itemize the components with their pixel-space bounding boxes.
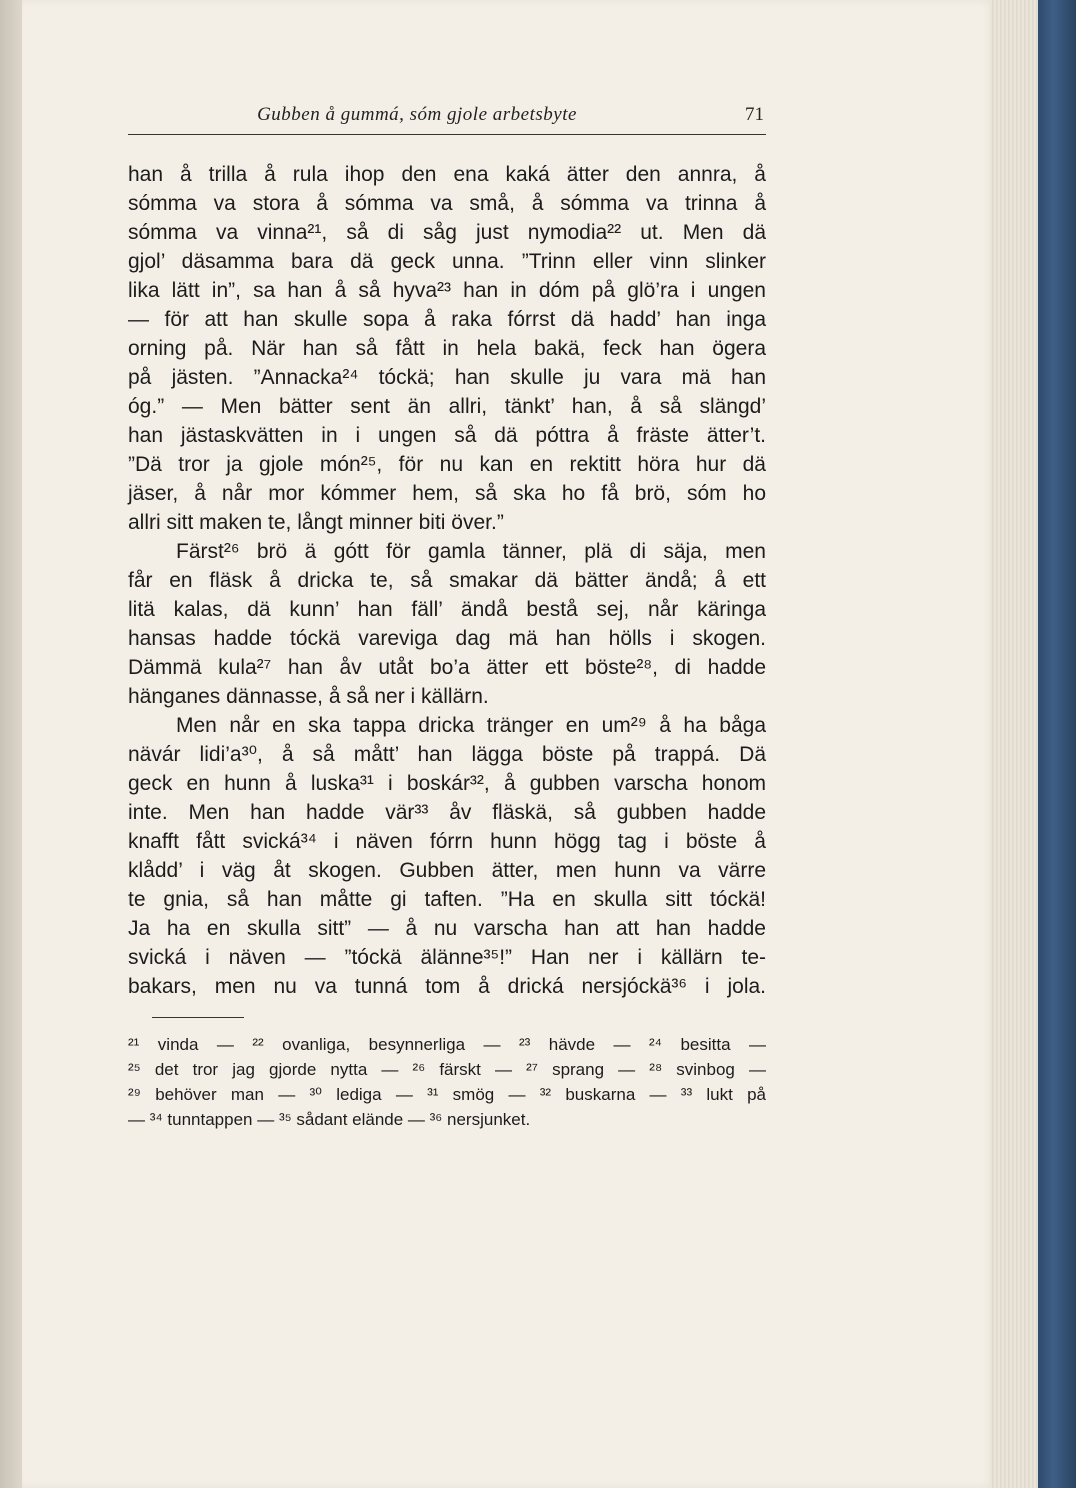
page-block-edges bbox=[990, 0, 1040, 1488]
text-line: lika lätt in”, sa han å så hyva²³ han in dóm på glö’ra i ungen bbox=[128, 279, 766, 302]
text-line: svická i näven — ”tóckä älänne³⁵!” Han ner i källärn te- bbox=[128, 946, 766, 969]
text-line: Ja ha en skulla sitt” — å nu varscha han att han hadde bbox=[128, 917, 766, 940]
text-line: óg.” — Men bätter sent än allri, tänkt’ han, å så slängd’ bbox=[128, 395, 766, 418]
text-line: jäser, å når mor kómmer hem, så ska ho få brö, sóm ho bbox=[128, 482, 766, 505]
text-line: orning på. När han så fått in hela bakä, feck han ögera bbox=[128, 337, 766, 360]
text-line: geck en hunn å luska³¹ i boskár³², å gubben varscha honom bbox=[128, 772, 766, 795]
footnote-line: ²⁹ behöver man — ³⁰ lediga — ³¹ smög — ³² buskarna — ³³ lukt på bbox=[128, 1085, 766, 1104]
book-cover-edge bbox=[1038, 0, 1076, 1488]
text-line: allri sitt maken te, långt minner biti över.” bbox=[128, 511, 504, 534]
text-line: hansas hadde tóckä vareviga dag mä han hölls i skogen. bbox=[128, 627, 766, 650]
text-line: te gnia, så han måtte gi taften. ”Ha en skulla sitt tóckä! bbox=[128, 888, 766, 911]
text-line: bakars, men nu va tunná tom å drická nersjóckä³⁶ i jola. bbox=[128, 975, 766, 998]
text-line: han jästaskvätten in i ungen så dä póttra å fräste ätter’t. bbox=[128, 424, 766, 447]
text-line: Dämmä kula²⁷ han åv utåt bo’a ätter ett böste²⁸, di hadde bbox=[128, 656, 766, 679]
page-header bbox=[128, 104, 766, 135]
text-line: hänganes dännasse, å så ner i källärn. bbox=[128, 685, 489, 708]
text-line: inte. Men han hadde vär³³ åv fläskä, så gubben hadde bbox=[128, 801, 766, 824]
footnote-rule bbox=[152, 1017, 244, 1018]
text-line: knafft fått svická³⁴ i näven fórrn hunn högg tag i böste å bbox=[128, 830, 766, 853]
text-line: på jästen. ”Annacka²⁴ tóckä; han skulle ju vara mä han bbox=[128, 366, 766, 389]
text-line: — för att han skulle sopa å raka fórrst dä hadd’ han inga bbox=[128, 308, 766, 331]
footnote-line: — ³⁴ tunntappen — ³⁵ sådant elände — ³⁶ nersjunket. bbox=[128, 1110, 531, 1129]
body-text bbox=[128, 160, 766, 1001]
page-number: 71 bbox=[745, 104, 764, 125]
text-line: ”Dä tror ja gjole món²⁵, för nu kan en rektitt höra hur dä bbox=[128, 453, 766, 476]
running-title: Gubben å gummá, sóm gjole arbetsbyte bbox=[257, 104, 577, 125]
text-line: Färst²⁶ brö ä gótt för gamla tänner, plä di säja, men bbox=[176, 540, 766, 563]
footnote-line: ²⁵ det tror jag gjorde nytta — ²⁶ färskt — ²⁷ sprang — ²⁸ svinbog — bbox=[128, 1060, 766, 1079]
footnote-line: ²¹ vinda — ²² ovanliga, besynnerliga — ²³ hävde — ²⁴ besitta — bbox=[128, 1035, 766, 1054]
text-line: klådd’ i väg åt skogen. Gubben ätter, men hunn va värre bbox=[128, 859, 766, 882]
text-line: nävár lidi’a³⁰, å så mått’ han lägga böste på trappá. Dä bbox=[128, 743, 766, 766]
text-line: sómma va vinna²¹, så di såg just nymodia²² ut. Men dä bbox=[128, 221, 766, 244]
text-line: sómma va stora å sómma va små, å sómma va trinna å bbox=[128, 192, 766, 215]
footnotes bbox=[128, 1032, 766, 1132]
text-line: litä kalas, dä kunn’ han fäll’ ändå bestå sej, når käringa bbox=[128, 598, 766, 621]
text-line: han å trilla å rula ihop den ena kaká ätter den annra, å bbox=[128, 163, 766, 186]
text-line: Men når en ska tappa dricka tränger en um²⁹ å ha båga bbox=[176, 714, 766, 737]
previous-page-edge bbox=[0, 0, 22, 1488]
text-line: får en fläsk å dricka te, så smakar dä bätter ändå; å ett bbox=[128, 569, 766, 592]
text-line: gjol’ däsamma bara dä geck unna. ”Trinn eller vinn slinker bbox=[128, 250, 766, 273]
